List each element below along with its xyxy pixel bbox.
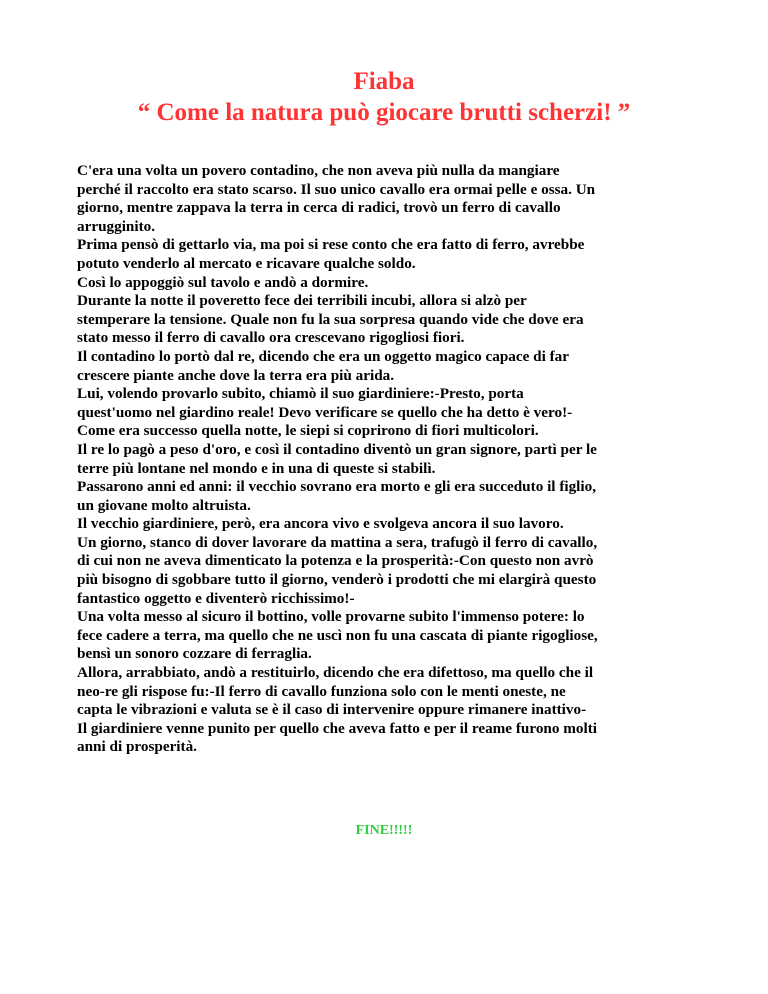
story-line: Prima pensò di gettarlo via, ma poi si rese conto che era fatto di ferro, avrebbe [77, 236, 585, 254]
story-line: giorno, mentre zappava la terra in cerca di radici, trovò un ferro di cavallo [77, 199, 561, 217]
story-line: Durante la notte il poveretto fece dei terribili incubi, allora si alzò per [77, 292, 527, 310]
story-line: Il giardiniere venne punito per quello che aveva fatto e per il reame furono molti [77, 719, 597, 737]
story-line: anni di prosperità. [77, 738, 197, 756]
story-line: perché il raccolto era stato scarso. Il suo unico cavallo era ormai pelle e ossa. Un [77, 180, 596, 198]
story-line: Un giorno, stanco di dover lavorare da mattina a sera, trafugò il ferro di cavallo, [77, 533, 598, 551]
story-line: crescere piante anche dove la terra era più arida. [77, 366, 395, 384]
story-title: “ Come la natura può giocare brutti scherzi! ” [137, 99, 631, 126]
story-line: quest'uomo nel giardino reale! Devo verificare se quello che ha detto è vero!- [77, 403, 573, 421]
story-line: bensì un sonoro cozzare di ferraglia. [77, 645, 312, 663]
story-line: potuto venderlo al mercato e ricavare qualche soldo. [77, 254, 416, 272]
story-line: terre più lontane nel mondo e in una di queste si stabilì. [77, 459, 436, 477]
title-fiaba: Fiaba [353, 68, 415, 95]
story-line: Il vecchio giardiniere, però, era ancora vivo e svolgeva ancora il suo lavoro. [77, 515, 564, 533]
story-line: neo-re gli rispose fu:-Il ferro di cavallo funziona solo con le menti oneste, ne [77, 682, 566, 700]
story-line: fece cadere a terra, ma quello che ne uscì non fu una cascata di piante rigogliose, [77, 626, 598, 644]
story-line: Così lo appoggiò sul tavolo e andò a dormire. [77, 273, 369, 291]
story-line: stato messo il ferro di cavallo ora crescevano rigogliosi fiori. [77, 329, 465, 347]
story-line: Il contadino lo portò dal re, dicendo che era un oggetto magico capace di far [77, 347, 570, 365]
story-line: di cui non ne aveva dimenticato la potenza e la prosperità:-Con questo non avrò [77, 552, 594, 570]
story-line: Allora, arrabbiato, andò a restituirlo, dicendo che era difettoso, ma quello che il [77, 664, 594, 682]
story-line: più bisogno di sgobbare tutto il giorno, venderò i prodotti che mi elargirà questo [77, 571, 597, 589]
story-line: fantastico oggetto e diventerò ricchissimo!- [77, 589, 355, 607]
story-line: capta le vibrazioni e valuta se è il caso di intervenire oppure rimanere inattivo- [77, 701, 587, 719]
story-line: arrugginito. [77, 217, 156, 235]
story-line: un giovane molto altruista. [77, 496, 251, 514]
story-body [77, 162, 707, 757]
story-line: Lui, volendo provarlo subito, chiamò il suo giardiniere:-Presto, porta [77, 385, 524, 403]
story-line: Una volta messo al sicuro il bottino, volle provarne subito l'immenso potere: lo [77, 608, 585, 626]
ending-text: FINE!!!!! [355, 823, 413, 838]
story-line: Passarono anni ed anni: il vecchio sovrano era morto e gli era succeduto il figlio, [77, 478, 597, 496]
story-line: Come era successo quella notte, le siepi si coprirono di fiori multicolori. [77, 422, 539, 440]
title-block [0, 66, 768, 128]
story-line: stemperare la tensione. Quale non fu la sua sorpresa quando vide che dove era [77, 310, 584, 328]
story-line: C'era una volta un povero contadino, che non aveva più nulla da mangiare [77, 162, 560, 179]
story-line: Il re lo pagò a peso d'oro, e così il contadino diventò un gran signore, partì per le [77, 440, 597, 458]
